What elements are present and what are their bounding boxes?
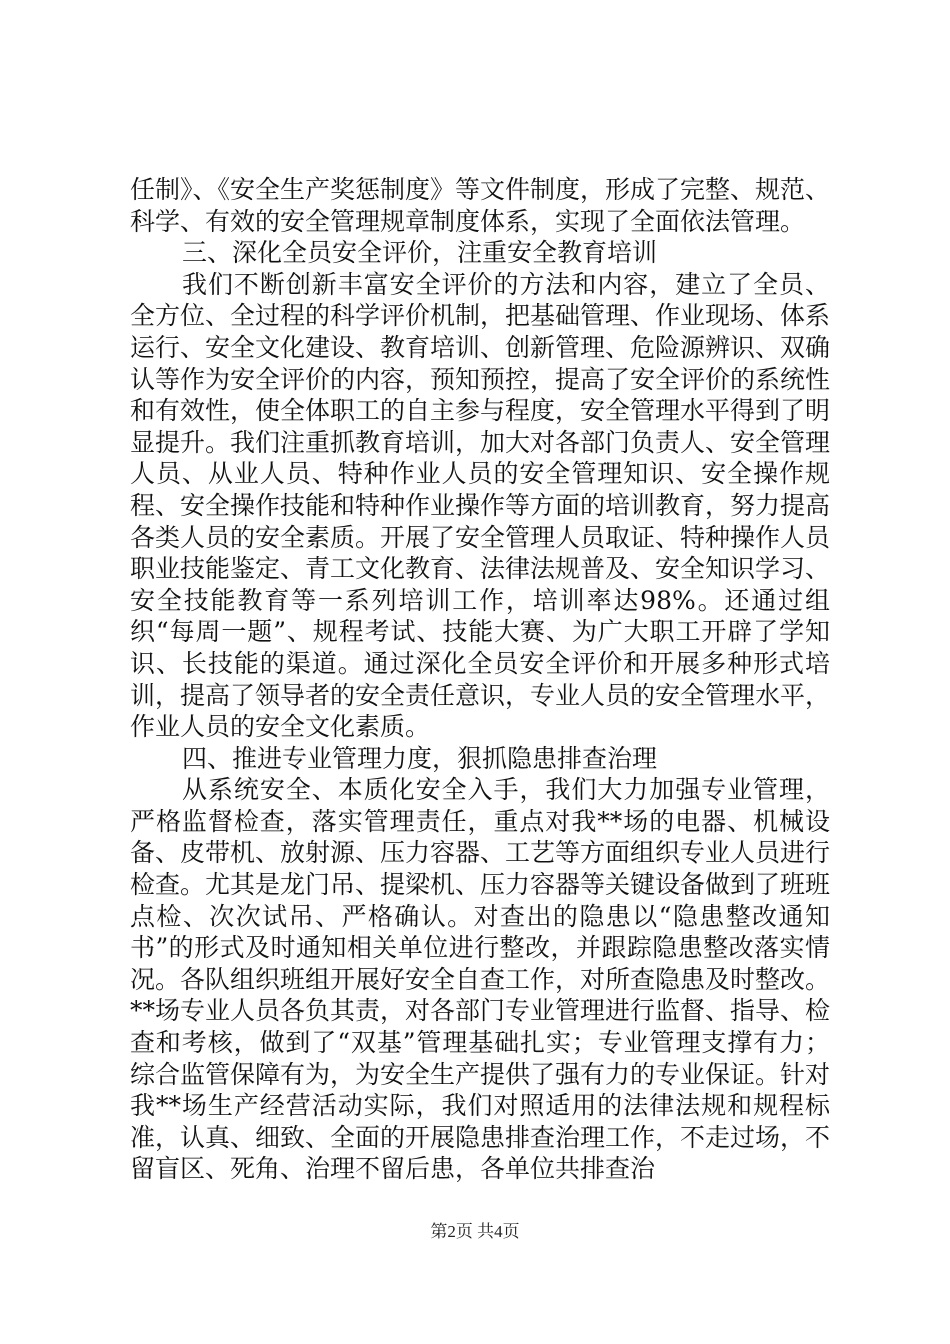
section-3-paragraph: 我们不断创新丰富安全评价的方法和内容，建立了全员、全方位、全过程的科学评价机制，把基础管理、作业现场、体系运行、安全文化建设、教育培训、创新管理、危险源辨识、双确认等作为安全评价的内容，预知预控，提高了安全评价的系统性和有效性，使全体职工的自主参与程度，安全管理水平得到了明显提升。我们注重抓教育培训，加大对各部门负责人、安全管理人员、从业人员、特种作业人员的安全管理知识、安全操作规程、安全操作技能和特种作业操作等方面的培训教育，努力提高各类人员的安全素质。开展了安全管理人员取证、特种操作人员职业技能鉴定、青工文化教育、法律法规普及、安全知识学习、安全技能教育等一系列培训工作，培训率达98%。还通过组织“每周一题”、规程考试、技能大赛、为广大职工开辟了学知识、长技能的渠道。通过深化全员安全评价和开展多种形式培训，提高了领导者的安全责任意识，专业人员的安全管理水平，作业人员的安全文化素质。 bbox=[130, 269, 831, 742]
section-4-paragraph: 从系统安全、本质化安全入手，我们大力加强专业管理，严格监督检查，落实管理责任，重点对我**场的电器、机械设备、皮带机、放射源、压力容器、工艺等方面组织专业人员进行检查。尤其是龙门吊、提梁机、压力容器等关键设备做到了班班点检、次次试吊、严格确认。对查出的隐患以“隐患整改通知书”的形式及时通知相关单位进行整改，并跟踪隐患整改落实情况。各队组织班组开展好安全自查工作，对所查隐患及时整改。**场专业人员各负其责，对各部门专业管理进行监督、指导、检查和考核，做到了“双基”管理基础扎实；专业管理支撑有力；综合监管保障有为，为安全生产提供了强有力的专业保证。针对我**场生产经营活动实际，我们对照适用的法律法规和规程标准，认真、细致、全面的开展隐患排查治理工作，不走过场，不留盲区、死角、治理不留后患，各单位共排查治 bbox=[130, 775, 831, 1184]
section-heading-4: 四、推进专业管理力度，狠抓隐患排查治理 bbox=[182, 743, 658, 773]
section-heading-3: 三、深化全员安全评价，注重安全教育培训 bbox=[182, 238, 658, 268]
page-number-footer: 第2页 共4页 bbox=[430, 1222, 520, 1241]
continuation-paragraph: 任制》、《安全生产奖惩制度》等文件制度，形成了完整、规范、科学、有效的安全管理规章制度体系，实现了全面依法管理。 bbox=[130, 175, 831, 236]
document-body bbox=[130, 174, 830, 1185]
